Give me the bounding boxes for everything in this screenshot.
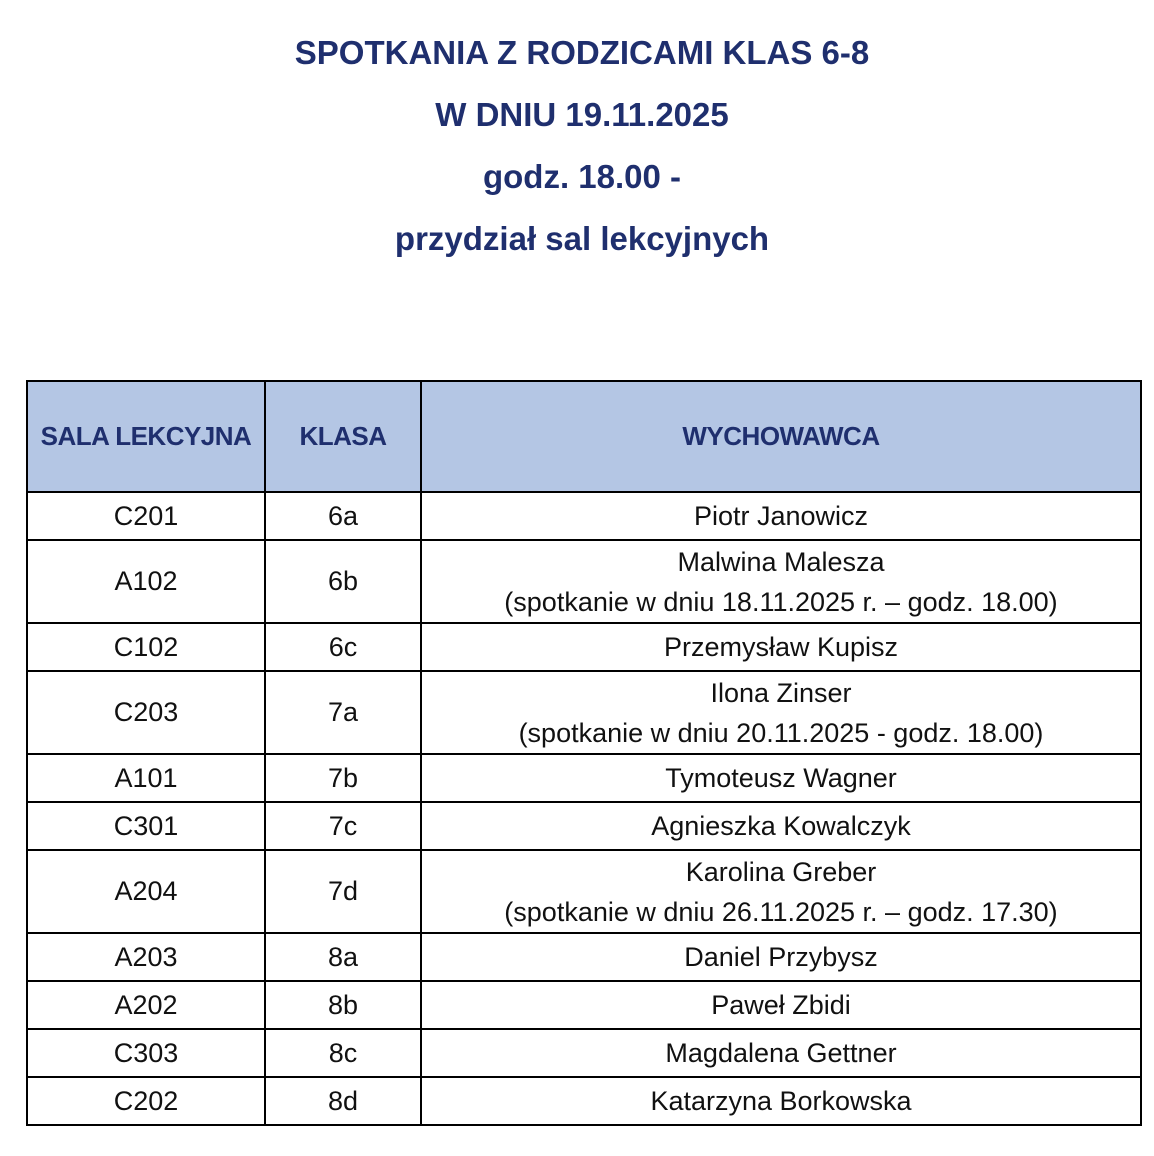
table-body <box>27 492 1141 1125</box>
teacher-cell <box>421 981 1141 1029</box>
room-cell: A101 <box>27 754 265 802</box>
room-cell: C203 <box>27 671 265 754</box>
title-line-4: przydział sal lekcyjnych <box>394 220 770 257</box>
teacher-name: Katarzyna Borkowska <box>650 1086 912 1116</box>
meeting-note: (spotkanie w dniu 18.11.2025 r. – godz. 18.00) <box>504 586 1058 617</box>
meeting-note: (spotkanie w dniu 20.11.2025 - godz. 18.00) <box>518 717 1044 748</box>
class-cell: 8d <box>265 1077 421 1125</box>
meeting-note: (spotkanie w dniu 26.11.2025 r. – godz. 17.30) <box>504 896 1058 927</box>
teacher-cell <box>421 1029 1141 1077</box>
room-cell: C303 <box>27 1029 265 1077</box>
teacher-cell <box>421 802 1141 850</box>
class-cell: 6a <box>265 492 421 540</box>
room-cell: A204 <box>27 850 265 933</box>
teacher-name: Ilona Zinser <box>710 677 852 708</box>
teacher-cell <box>421 540 1141 623</box>
table-row <box>27 981 1141 1029</box>
table-row <box>27 933 1141 981</box>
teacher-cell <box>421 933 1141 981</box>
title-line-3: godz. 18.00 - <box>482 158 682 195</box>
page-title <box>0 22 1154 270</box>
room-cell: C202 <box>27 1077 265 1125</box>
table-row <box>27 1077 1141 1125</box>
room-cell: A203 <box>27 933 265 981</box>
teacher-cell <box>421 492 1141 540</box>
title-line-2: W DNIU 19.11.2025 <box>435 96 729 133</box>
table-row <box>27 623 1141 671</box>
teacher-name: Tymoteusz Wagner <box>665 763 897 793</box>
table-row <box>27 492 1141 540</box>
class-cell: 8a <box>265 933 421 981</box>
teacher-name: Agnieszka Kowalczyk <box>651 811 911 841</box>
class-cell: 8c <box>265 1029 421 1077</box>
column-header-teacher: WYCHOWAWCA <box>421 381 1141 492</box>
room-cell: C201 <box>27 492 265 540</box>
table-row <box>27 1029 1141 1077</box>
teacher-name: Przemysław Kupisz <box>663 632 899 662</box>
table-header-row <box>27 381 1141 492</box>
class-cell: 7d <box>265 850 421 933</box>
teacher-name: Paweł Zbidi <box>711 990 851 1020</box>
teacher-name: Daniel Przybysz <box>684 942 878 972</box>
class-cell: 7c <box>265 802 421 850</box>
class-cell: 8b <box>265 981 421 1029</box>
class-cell: 7a <box>265 671 421 754</box>
title-line-1: SPOTKANIA Z RODZICAMI KLAS 6-8 <box>294 34 870 71</box>
class-cell: 7b <box>265 754 421 802</box>
room-cell: A202 <box>27 981 265 1029</box>
table-row <box>27 802 1141 850</box>
teacher-cell <box>421 623 1141 671</box>
room-assignment-table <box>26 380 1142 1126</box>
teacher-cell <box>421 850 1141 933</box>
room-cell: C102 <box>27 623 265 671</box>
teacher-cell <box>421 671 1141 754</box>
table-row <box>27 850 1141 933</box>
teacher-name: Karolina Greber <box>685 856 877 887</box>
teacher-name: Piotr Janowicz <box>693 501 869 531</box>
table-row <box>27 754 1141 802</box>
column-header-class: KLASA <box>265 381 421 492</box>
table-row <box>27 671 1141 754</box>
teacher-cell <box>421 754 1141 802</box>
teacher-cell <box>421 1077 1141 1125</box>
column-header-room: SALA LEKCYJNA <box>27 381 265 492</box>
class-cell: 6c <box>265 623 421 671</box>
room-cell: A102 <box>27 540 265 623</box>
class-cell: 6b <box>265 540 421 623</box>
table-row <box>27 540 1141 623</box>
room-cell: C301 <box>27 802 265 850</box>
teacher-name: Malwina Malesza <box>677 546 885 577</box>
teacher-name: Magdalena Gettner <box>665 1038 897 1068</box>
